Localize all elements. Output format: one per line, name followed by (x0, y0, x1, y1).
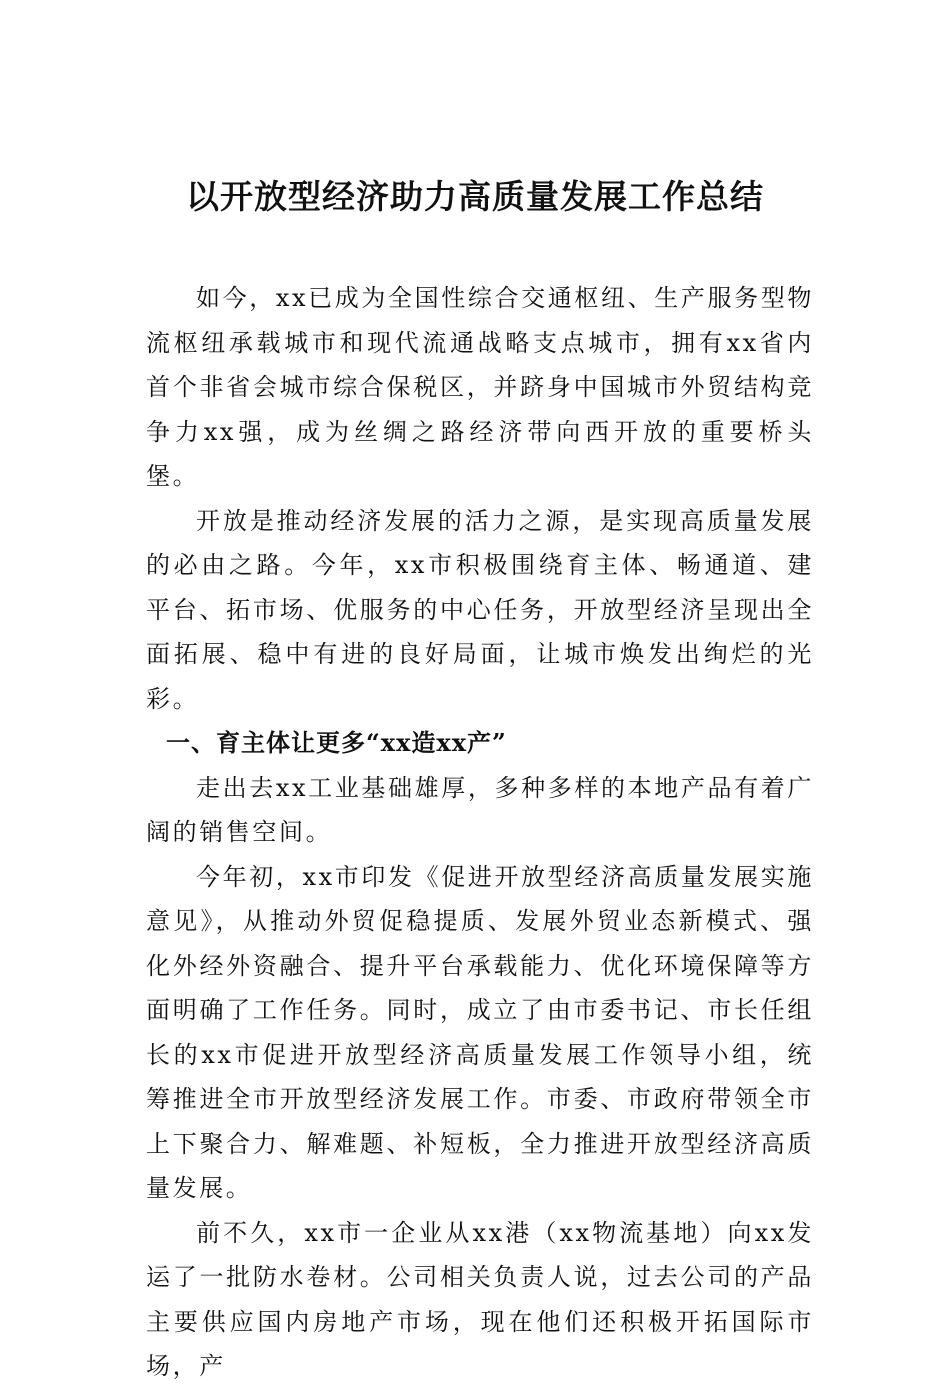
paragraph: 前不久，xx市一企业从xx港（xx物流基地）向xx发运了一批防水卷材。公司相关负责人说，过去公司的产品主要供应国内房地产市场，现在他们还积极开拓国际市场，产 (146, 1218, 814, 1380)
paragraph: 今年初，xx市印发《促进开放型经济高质量发展实施意见》，从推动外贸促稳提质、发展外贸业态新模式、强化外经外资融合、提升平台承载能力、优化环境保障等方面明确了工作任务。同时，成立了由市委书记、市长任组长的xx市促进开放型经济高质量发展工作领导小组，统筹推进全市开放型经济发展工作。市委、市政府带领全市上下聚合力、解难题、补短板，全力推进开放型经济高质量发展。 (146, 862, 814, 1202)
paragraph: 走出去xx工业基础雄厚，多种多样的本地产品有着广阔的销售空间。 (146, 773, 814, 846)
document-body (146, 276, 814, 1389)
document-title: 以开放型经济助力高质量发展工作总结 (186, 177, 764, 216)
paragraph: 开放是推动经济发展的活力之源，是实现高质量发展的必由之路。今年，xx市积极围绕育主体、畅通道、建平台、拓市场、优服务的中心任务，开放型经济呈现出全面拓展、稳中有进的良好局面，让城市焕发出绚烂的光彩。 (146, 506, 814, 713)
paragraph: 如今，xx已成为全国性综合交通枢纽、生产服务型物流枢纽承载城市和现代流通战略支点城市，拥有xx省内首个非省会城市综合保税区，并跻身中国城市外贸结构竞争力xx强，成为丝绸之路经济带向西开放的重要桥头堡。 (146, 284, 814, 490)
section-heading: 一、育主体让更多“xx造xx产” (166, 728, 507, 757)
